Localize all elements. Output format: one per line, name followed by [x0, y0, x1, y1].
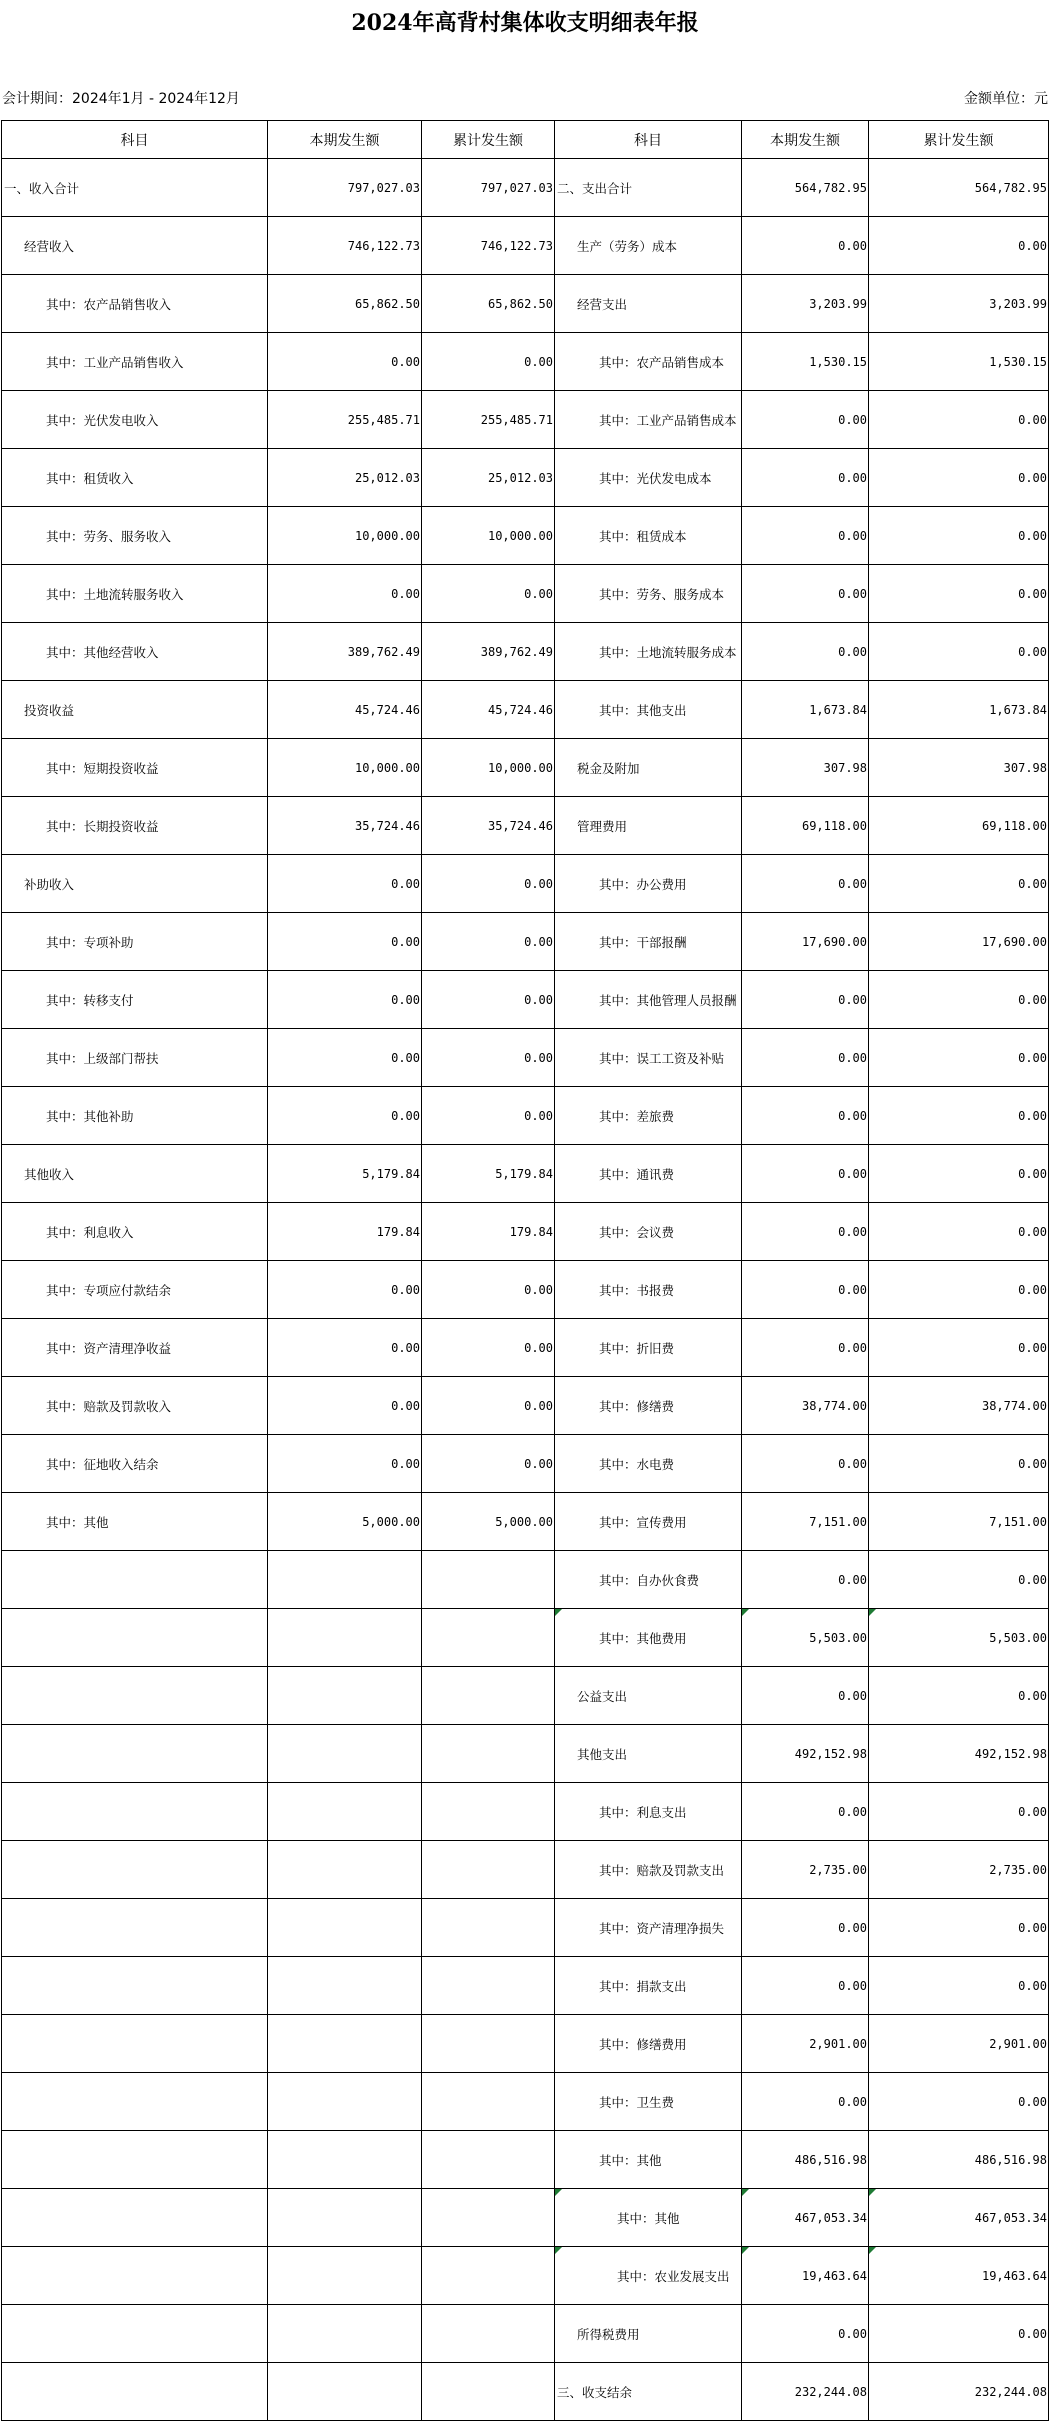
- table-row: [2, 623, 1049, 681]
- income-current-amount: 0.00: [268, 333, 422, 391]
- expense-subject: 所得税费用: [555, 2305, 742, 2363]
- income-expense-table: [1, 120, 1049, 2421]
- income-cumulative-amount: 389,762.49: [422, 623, 555, 681]
- expense-cumulative-amount: 0.00: [869, 1029, 1049, 1087]
- expense-subject: 其中：宣传费用: [555, 1493, 742, 1551]
- income-cumulative-amount: 0.00: [422, 855, 555, 913]
- header-left-subject: 科目: [2, 121, 268, 159]
- header-right-current: 本期发生额: [742, 121, 869, 159]
- table-row: [2, 159, 1049, 217]
- expense-current-amount: 69,118.00: [742, 797, 869, 855]
- empty-cell: [268, 1783, 422, 1841]
- header-row: [2, 121, 1049, 159]
- expense-current-amount: 232,244.08: [742, 2363, 869, 2421]
- expense-subject: 其中：捐款支出: [555, 1957, 742, 2015]
- empty-cell: [268, 1899, 422, 1957]
- table-row: [2, 971, 1049, 1029]
- expense-cumulative-amount: 0.00: [869, 1087, 1049, 1145]
- empty-cell: [268, 1609, 422, 1667]
- table-row: [2, 217, 1049, 275]
- income-current-amount: 255,485.71: [268, 391, 422, 449]
- income-cumulative-amount: 746,122.73: [422, 217, 555, 275]
- expense-subject: 其中：修缮费用: [555, 2015, 742, 2073]
- table-row: [2, 449, 1049, 507]
- expense-current-amount: 467,053.34: [742, 2189, 869, 2247]
- header-left-cumulative: 累计发生额: [422, 121, 555, 159]
- empty-cell: [2, 1957, 268, 2015]
- table-row: [2, 855, 1049, 913]
- expense-subject: 其中：通讯费: [555, 1145, 742, 1203]
- empty-cell: [2, 1783, 268, 1841]
- expense-subject: 其中：光伏发电成本: [555, 449, 742, 507]
- expense-subject: 其中：其他管理人员报酬: [555, 971, 742, 1029]
- income-current-amount: 389,762.49: [268, 623, 422, 681]
- empty-cell: [2, 1551, 268, 1609]
- table-row: [2, 681, 1049, 739]
- income-cumulative-amount: 0.00: [422, 333, 555, 391]
- expense-subject: 其中：资产清理净损失: [555, 1899, 742, 1957]
- income-subject: 其中：转移支付: [2, 971, 268, 1029]
- expense-cumulative-amount: 0.00: [869, 1261, 1049, 1319]
- income-cumulative-amount: 0.00: [422, 565, 555, 623]
- income-cumulative-amount: 0.00: [422, 1319, 555, 1377]
- expense-current-amount: 19,463.64: [742, 2247, 869, 2305]
- income-current-amount: 0.00: [268, 1087, 422, 1145]
- empty-cell: [422, 1783, 555, 1841]
- income-current-amount: 179.84: [268, 1203, 422, 1261]
- empty-cell: [2, 2247, 268, 2305]
- expense-subject: 其中：农业发展支出: [555, 2247, 742, 2305]
- income-current-amount: 0.00: [268, 971, 422, 1029]
- empty-cell: [2, 2305, 268, 2363]
- table-row: [2, 1725, 1049, 1783]
- income-current-amount: 746,122.73: [268, 217, 422, 275]
- table-row: [2, 913, 1049, 971]
- expense-subject: 其中：其他支出: [555, 681, 742, 739]
- income-subject: 其他收入: [2, 1145, 268, 1203]
- income-subject: 其中：其他补助: [2, 1087, 268, 1145]
- table-row: [2, 1899, 1049, 1957]
- expense-current-amount: 564,782.95: [742, 159, 869, 217]
- expense-subject: 其中：其他费用: [555, 1609, 742, 1667]
- income-cumulative-amount: 45,724.46: [422, 681, 555, 739]
- expense-current-amount: 0.00: [742, 1667, 869, 1725]
- table-row: [2, 2363, 1049, 2421]
- expense-current-amount: 492,152.98: [742, 1725, 869, 1783]
- table-row: [2, 1377, 1049, 1435]
- header-right-subject: 科目: [555, 121, 742, 159]
- income-subject: 其中：土地流转服务收入: [2, 565, 268, 623]
- expense-subject: 其中：水电费: [555, 1435, 742, 1493]
- empty-cell: [422, 2015, 555, 2073]
- income-cumulative-amount: 0.00: [422, 971, 555, 1029]
- income-subject: 其中：征地收入结余: [2, 1435, 268, 1493]
- expense-cumulative-amount: 0.00: [869, 2073, 1049, 2131]
- expense-current-amount: 0.00: [742, 1319, 869, 1377]
- expense-cumulative-amount: 467,053.34: [869, 2189, 1049, 2247]
- expense-subject: 其中：会议费: [555, 1203, 742, 1261]
- expense-subject: 其中：折旧费: [555, 1319, 742, 1377]
- income-current-amount: 45,724.46: [268, 681, 422, 739]
- expense-cumulative-amount: 0.00: [869, 1957, 1049, 2015]
- expense-subject: 其中：其他: [555, 2131, 742, 2189]
- expense-cumulative-amount: 0.00: [869, 507, 1049, 565]
- income-subject: 其中：其他: [2, 1493, 268, 1551]
- income-current-amount: 65,862.50: [268, 275, 422, 333]
- table-row: [2, 507, 1049, 565]
- income-subject: 其中：专项补助: [2, 913, 268, 971]
- income-cumulative-amount: 5,000.00: [422, 1493, 555, 1551]
- expense-current-amount: 0.00: [742, 1087, 869, 1145]
- empty-cell: [422, 2073, 555, 2131]
- expense-cumulative-amount: 492,152.98: [869, 1725, 1049, 1783]
- table-row: [2, 1319, 1049, 1377]
- empty-cell: [268, 2363, 422, 2421]
- income-cumulative-amount: 10,000.00: [422, 507, 555, 565]
- empty-cell: [422, 1957, 555, 2015]
- expense-subject: 其中：其他: [555, 2189, 742, 2247]
- table-row: [2, 2073, 1049, 2131]
- table-row: [2, 2131, 1049, 2189]
- expense-current-amount: 0.00: [742, 971, 869, 1029]
- income-subject: 其中：劳务、服务收入: [2, 507, 268, 565]
- empty-cell: [422, 1899, 555, 1957]
- income-current-amount: 5,179.84: [268, 1145, 422, 1203]
- expense-subject: 其中：自办伙食费: [555, 1551, 742, 1609]
- empty-cell: [422, 1609, 555, 1667]
- empty-cell: [422, 2247, 555, 2305]
- income-subject: 其中：上级部门帮扶: [2, 1029, 268, 1087]
- expense-cumulative-amount: 38,774.00: [869, 1377, 1049, 1435]
- income-subject: 其中：利息收入: [2, 1203, 268, 1261]
- empty-cell: [422, 2363, 555, 2421]
- expense-current-amount: 307.98: [742, 739, 869, 797]
- table-row: [2, 739, 1049, 797]
- expense-current-amount: 486,516.98: [742, 2131, 869, 2189]
- income-current-amount: 10,000.00: [268, 507, 422, 565]
- expense-cumulative-amount: 0.00: [869, 1319, 1049, 1377]
- expense-cumulative-amount: 19,463.64: [869, 2247, 1049, 2305]
- expense-current-amount: 0.00: [742, 1029, 869, 1087]
- income-cumulative-amount: 35,724.46: [422, 797, 555, 855]
- empty-cell: [268, 2305, 422, 2363]
- expense-current-amount: 0.00: [742, 1435, 869, 1493]
- income-subject: 其中：其他经营收入: [2, 623, 268, 681]
- income-cumulative-amount: 255,485.71: [422, 391, 555, 449]
- income-subject: 其中：长期投资收益: [2, 797, 268, 855]
- income-subject: 补助收入: [2, 855, 268, 913]
- expense-subject: 其中：利息支出: [555, 1783, 742, 1841]
- expense-subject: 其中：农产品销售成本: [555, 333, 742, 391]
- expense-subject: 其中：误工工资及补贴: [555, 1029, 742, 1087]
- income-subject: 其中：资产清理净收益: [2, 1319, 268, 1377]
- table-row: [2, 1551, 1049, 1609]
- expense-cumulative-amount: 0.00: [869, 217, 1049, 275]
- empty-cell: [2, 2363, 268, 2421]
- expense-cumulative-amount: 0.00: [869, 971, 1049, 1029]
- expense-subject: 二、支出合计: [555, 159, 742, 217]
- expense-cumulative-amount: 69,118.00: [869, 797, 1049, 855]
- expense-subject: 其中：赔款及罚款支出: [555, 1841, 742, 1899]
- table-row: [2, 333, 1049, 391]
- empty-cell: [2, 1725, 268, 1783]
- expense-current-amount: 2,901.00: [742, 2015, 869, 2073]
- table-row: [2, 1029, 1049, 1087]
- expense-current-amount: 0.00: [742, 2073, 869, 2131]
- income-subject: 一、收入合计: [2, 159, 268, 217]
- expense-cumulative-amount: 232,244.08: [869, 2363, 1049, 2421]
- income-cumulative-amount: 0.00: [422, 1435, 555, 1493]
- expense-subject: 其中：书报费: [555, 1261, 742, 1319]
- income-cumulative-amount: 25,012.03: [422, 449, 555, 507]
- expense-subject: 其中：办公费用: [555, 855, 742, 913]
- expense-subject: 其中：修缮费: [555, 1377, 742, 1435]
- income-subject: 经营收入: [2, 217, 268, 275]
- expense-subject: 其中：租赁成本: [555, 507, 742, 565]
- income-subject: 其中：租赁收入: [2, 449, 268, 507]
- expense-cumulative-amount: 7,151.00: [869, 1493, 1049, 1551]
- table-row: [2, 2305, 1049, 2363]
- table-row: [2, 1145, 1049, 1203]
- expense-current-amount: 0.00: [742, 507, 869, 565]
- expense-cumulative-amount: 1,673.84: [869, 681, 1049, 739]
- expense-current-amount: 0.00: [742, 1551, 869, 1609]
- income-cumulative-amount: 65,862.50: [422, 275, 555, 333]
- income-subject: 其中：短期投资收益: [2, 739, 268, 797]
- empty-cell: [268, 2015, 422, 2073]
- expense-subject: 经营支出: [555, 275, 742, 333]
- expense-current-amount: 0.00: [742, 1783, 869, 1841]
- table-row: [2, 275, 1049, 333]
- income-cumulative-amount: 10,000.00: [422, 739, 555, 797]
- expense-cumulative-amount: 0.00: [869, 1783, 1049, 1841]
- table-row: [2, 1087, 1049, 1145]
- expense-current-amount: 0.00: [742, 1899, 869, 1957]
- table-row: [2, 1261, 1049, 1319]
- expense-cumulative-amount: 486,516.98: [869, 2131, 1049, 2189]
- income-current-amount: 797,027.03: [268, 159, 422, 217]
- table-row: [2, 1957, 1049, 2015]
- empty-cell: [2, 2189, 268, 2247]
- header-right-cumulative: 累计发生额: [869, 121, 1049, 159]
- empty-cell: [268, 1957, 422, 2015]
- empty-cell: [422, 1667, 555, 1725]
- table-row: [2, 565, 1049, 623]
- table-row: [2, 1667, 1049, 1725]
- amount-unit: 金额单位：元: [964, 91, 1048, 107]
- table-row: [2, 2189, 1049, 2247]
- income-current-amount: 10,000.00: [268, 739, 422, 797]
- table-row: [2, 1435, 1049, 1493]
- income-cumulative-amount: 5,179.84: [422, 1145, 555, 1203]
- income-cumulative-amount: 179.84: [422, 1203, 555, 1261]
- expense-current-amount: 0.00: [742, 1957, 869, 2015]
- empty-cell: [422, 2189, 555, 2247]
- expense-subject: 公益支出: [555, 1667, 742, 1725]
- expense-cumulative-amount: 0.00: [869, 1551, 1049, 1609]
- table-row: [2, 797, 1049, 855]
- income-subject: 其中：工业产品销售收入: [2, 333, 268, 391]
- expense-cumulative-amount: 0.00: [869, 623, 1049, 681]
- empty-cell: [422, 1725, 555, 1783]
- empty-cell: [422, 2131, 555, 2189]
- expense-subject: 其中：卫生费: [555, 2073, 742, 2131]
- income-subject: 其中：赔款及罚款收入: [2, 1377, 268, 1435]
- table-row: [2, 1203, 1049, 1261]
- income-subject: 其中：专项应付款结余: [2, 1261, 268, 1319]
- empty-cell: [2, 1609, 268, 1667]
- expense-subject: 其他支出: [555, 1725, 742, 1783]
- income-current-amount: 0.00: [268, 913, 422, 971]
- expense-cumulative-amount: 0.00: [869, 1203, 1049, 1261]
- expense-cumulative-amount: 0.00: [869, 2305, 1049, 2363]
- expense-cumulative-amount: 0.00: [869, 565, 1049, 623]
- expense-current-amount: 1,530.15: [742, 333, 869, 391]
- expense-current-amount: 38,774.00: [742, 1377, 869, 1435]
- empty-cell: [422, 2305, 555, 2363]
- income-cumulative-amount: 0.00: [422, 1087, 555, 1145]
- expense-subject: 其中：干部报酬: [555, 913, 742, 971]
- income-subject: 投资收益: [2, 681, 268, 739]
- income-subject: 其中：光伏发电收入: [2, 391, 268, 449]
- table-row: [2, 1609, 1049, 1667]
- expense-cumulative-amount: 0.00: [869, 1435, 1049, 1493]
- expense-cumulative-amount: 0.00: [869, 449, 1049, 507]
- table-row: [2, 1783, 1049, 1841]
- empty-cell: [268, 1667, 422, 1725]
- expense-current-amount: 0.00: [742, 1261, 869, 1319]
- empty-cell: [268, 2189, 422, 2247]
- income-current-amount: 35,724.46: [268, 797, 422, 855]
- expense-current-amount: 1,673.84: [742, 681, 869, 739]
- income-current-amount: 0.00: [268, 1377, 422, 1435]
- income-cumulative-amount: 797,027.03: [422, 159, 555, 217]
- income-current-amount: 0.00: [268, 1319, 422, 1377]
- expense-current-amount: 0.00: [742, 1203, 869, 1261]
- table-row: [2, 2015, 1049, 2073]
- expense-cumulative-amount: 307.98: [869, 739, 1049, 797]
- expense-cumulative-amount: 0.00: [869, 855, 1049, 913]
- expense-subject: 其中：劳务、服务成本: [555, 565, 742, 623]
- expense-cumulative-amount: 2,901.00: [869, 2015, 1049, 2073]
- income-current-amount: 25,012.03: [268, 449, 422, 507]
- empty-cell: [2, 1899, 268, 1957]
- income-cumulative-amount: 0.00: [422, 1261, 555, 1319]
- empty-cell: [268, 1725, 422, 1783]
- table-row: [2, 1493, 1049, 1551]
- income-current-amount: 0.00: [268, 1261, 422, 1319]
- report-title: 2024年高背村集体收支明细表年报: [351, 10, 699, 36]
- expense-current-amount: 0.00: [742, 623, 869, 681]
- expense-subject: 其中：土地流转服务成本: [555, 623, 742, 681]
- expense-subject: 其中：工业产品销售成本: [555, 391, 742, 449]
- expense-current-amount: 3,203.99: [742, 275, 869, 333]
- expense-cumulative-amount: 0.00: [869, 1899, 1049, 1957]
- expense-subject: 管理费用: [555, 797, 742, 855]
- income-current-amount: 0.00: [268, 565, 422, 623]
- income-current-amount: 0.00: [268, 855, 422, 913]
- expense-cumulative-amount: 1,530.15: [869, 333, 1049, 391]
- table-row: [2, 391, 1049, 449]
- accounting-period: 会计期间：2024年1月 - 2024年12月: [2, 91, 240, 107]
- empty-cell: [2, 1667, 268, 1725]
- income-subject: 其中：农产品销售收入: [2, 275, 268, 333]
- income-cumulative-amount: 0.00: [422, 1029, 555, 1087]
- expense-subject: 生产（劳务）成本: [555, 217, 742, 275]
- expense-current-amount: 0.00: [742, 1145, 869, 1203]
- empty-cell: [268, 2131, 422, 2189]
- expense-current-amount: 0.00: [742, 2305, 869, 2363]
- expense-cumulative-amount: 5,503.00: [869, 1609, 1049, 1667]
- table-row: [2, 1841, 1049, 1899]
- income-current-amount: 0.00: [268, 1435, 422, 1493]
- expense-cumulative-amount: 0.00: [869, 1667, 1049, 1725]
- expense-subject: 其中：差旅费: [555, 1087, 742, 1145]
- table-row: [2, 2247, 1049, 2305]
- expense-cumulative-amount: 2,735.00: [869, 1841, 1049, 1899]
- empty-cell: [422, 1551, 555, 1609]
- empty-cell: [2, 2131, 268, 2189]
- expense-current-amount: 17,690.00: [742, 913, 869, 971]
- expense-current-amount: 5,503.00: [742, 1609, 869, 1667]
- empty-cell: [2, 1841, 268, 1899]
- expense-current-amount: 0.00: [742, 391, 869, 449]
- income-current-amount: 0.00: [268, 1029, 422, 1087]
- empty-cell: [2, 2073, 268, 2131]
- expense-cumulative-amount: 17,690.00: [869, 913, 1049, 971]
- expense-current-amount: 0.00: [742, 855, 869, 913]
- income-cumulative-amount: 0.00: [422, 913, 555, 971]
- empty-cell: [268, 2247, 422, 2305]
- expense-current-amount: 7,151.00: [742, 1493, 869, 1551]
- empty-cell: [268, 2073, 422, 2131]
- expense-current-amount: 0.00: [742, 449, 869, 507]
- expense-cumulative-amount: 3,203.99: [869, 275, 1049, 333]
- income-cumulative-amount: 0.00: [422, 1377, 555, 1435]
- empty-cell: [268, 1551, 422, 1609]
- empty-cell: [2, 2015, 268, 2073]
- income-current-amount: 5,000.00: [268, 1493, 422, 1551]
- expense-current-amount: 0.00: [742, 217, 869, 275]
- expense-current-amount: 0.00: [742, 565, 869, 623]
- header-left-current: 本期发生额: [268, 121, 422, 159]
- expense-cumulative-amount: 0.00: [869, 391, 1049, 449]
- expense-current-amount: 2,735.00: [742, 1841, 869, 1899]
- empty-cell: [422, 1841, 555, 1899]
- expense-cumulative-amount: 564,782.95: [869, 159, 1049, 217]
- empty-cell: [268, 1841, 422, 1899]
- expense-subject: 税金及附加: [555, 739, 742, 797]
- expense-cumulative-amount: 0.00: [869, 1145, 1049, 1203]
- expense-subject: 三、收支结余: [555, 2363, 742, 2421]
